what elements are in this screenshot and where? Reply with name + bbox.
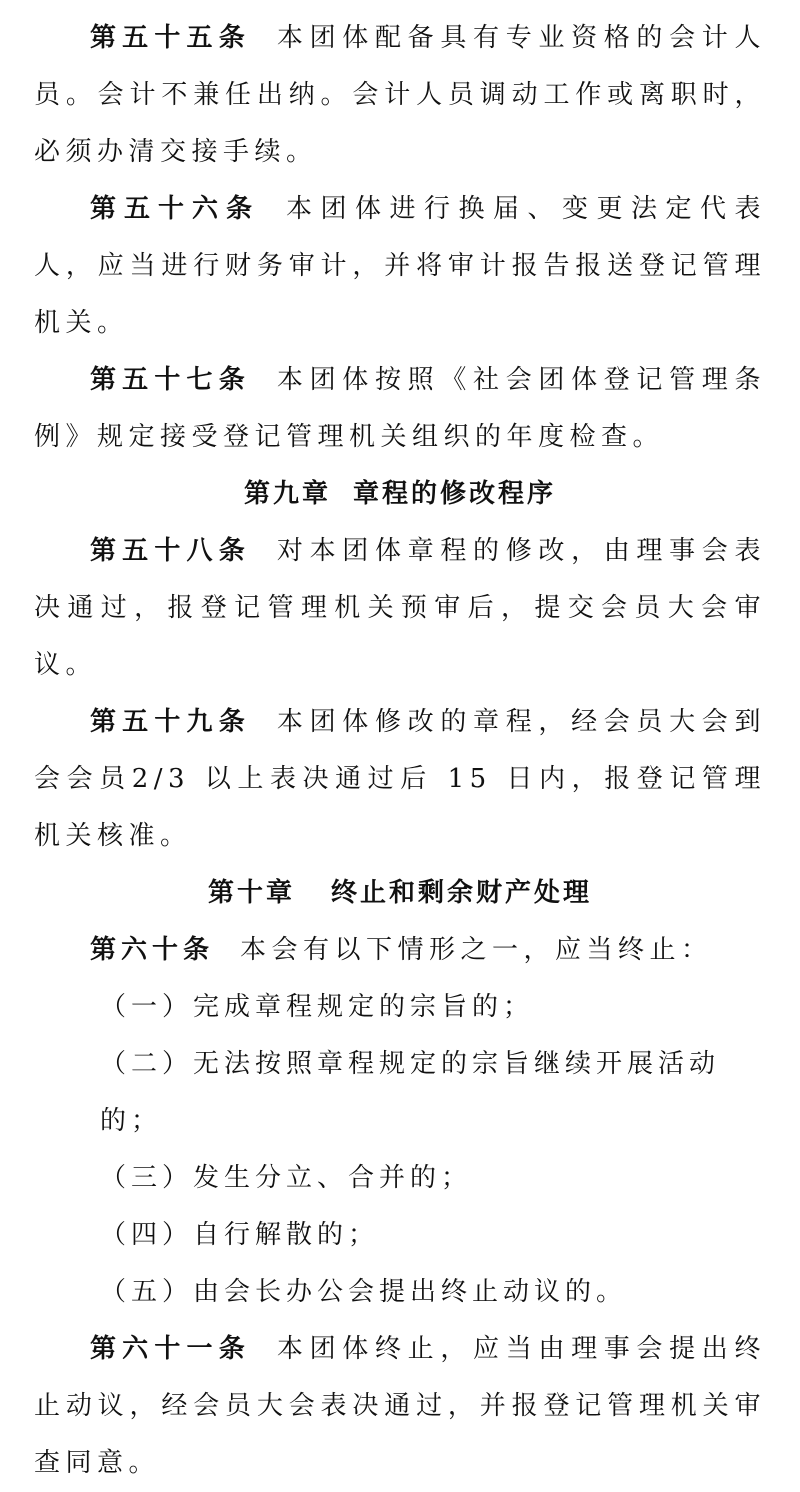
chapter-9-number: 第九章 [243,479,331,509]
article-61-number: 第六十一条 [90,1334,251,1364]
chapter-10-number: 第十章 [207,878,295,908]
termination-item: （五）由会长办公会提出终止动议的。 [100,1277,628,1307]
termination-item: （二）无法按照章程规定的宗旨继续开展活动的； [100,1049,721,1136]
termination-item: （三）发生分立、合并的； [100,1163,473,1193]
chapter-9-heading [34,466,766,523]
article-60 [34,922,766,979]
chapter-9-title: 章程的修改程序 [353,479,557,509]
article-55 [34,10,766,181]
article-58-text: 对本团体章程的修改，由理事会表决通过，报登记管理机关预审后，提交会员大会审议。 [34,536,766,680]
article-57-number: 第五十七条 [90,365,251,395]
article-59-text: 本团体修改的章程，经会员大会到会会员2/3 以上表决通过后 15 日内，报登记管理机关核准。 [34,707,766,851]
article-56 [34,181,766,352]
article-60-text: 本会有以下情形之一，应当终止： [240,935,713,965]
article-59-number: 第五十九条 [90,707,251,737]
article-59 [34,694,766,865]
article-55-text: 本团体配备具有专业资格的会计人员。会计不兼任出纳。会计人员调动工作或离职时，必须办清交接手续。 [34,23,766,167]
article-57-text: 本团体按照《社会团体登记管理条例》规定接受登记管理机关组织的年度检查。 [34,365,766,452]
article-56-number: 第五十六条 [90,194,260,224]
chapter-10-heading [34,865,766,922]
article-57 [34,352,766,466]
article-56-text: 本团体进行换届、变更法定代表人，应当进行财务审计，并将审计报告报送登记管理机关。 [34,194,766,338]
article-61-text: 本团体终止，应当由理事会提出终止动议，经会员大会表决通过，并报登记管理机关审查同意。 [34,1334,766,1478]
article-55-number: 第五十五条 [90,23,251,53]
chapter-10-title: 终止和剩余财产处理 [331,878,593,908]
article-58 [34,523,766,694]
termination-item: （四）自行解散的； [100,1220,380,1250]
termination-item: （一）完成章程规定的宗旨的； [100,992,535,1022]
article-60-number: 第六十条 [90,935,215,965]
article-58-number: 第五十八条 [90,536,251,566]
article-61 [34,1321,766,1492]
